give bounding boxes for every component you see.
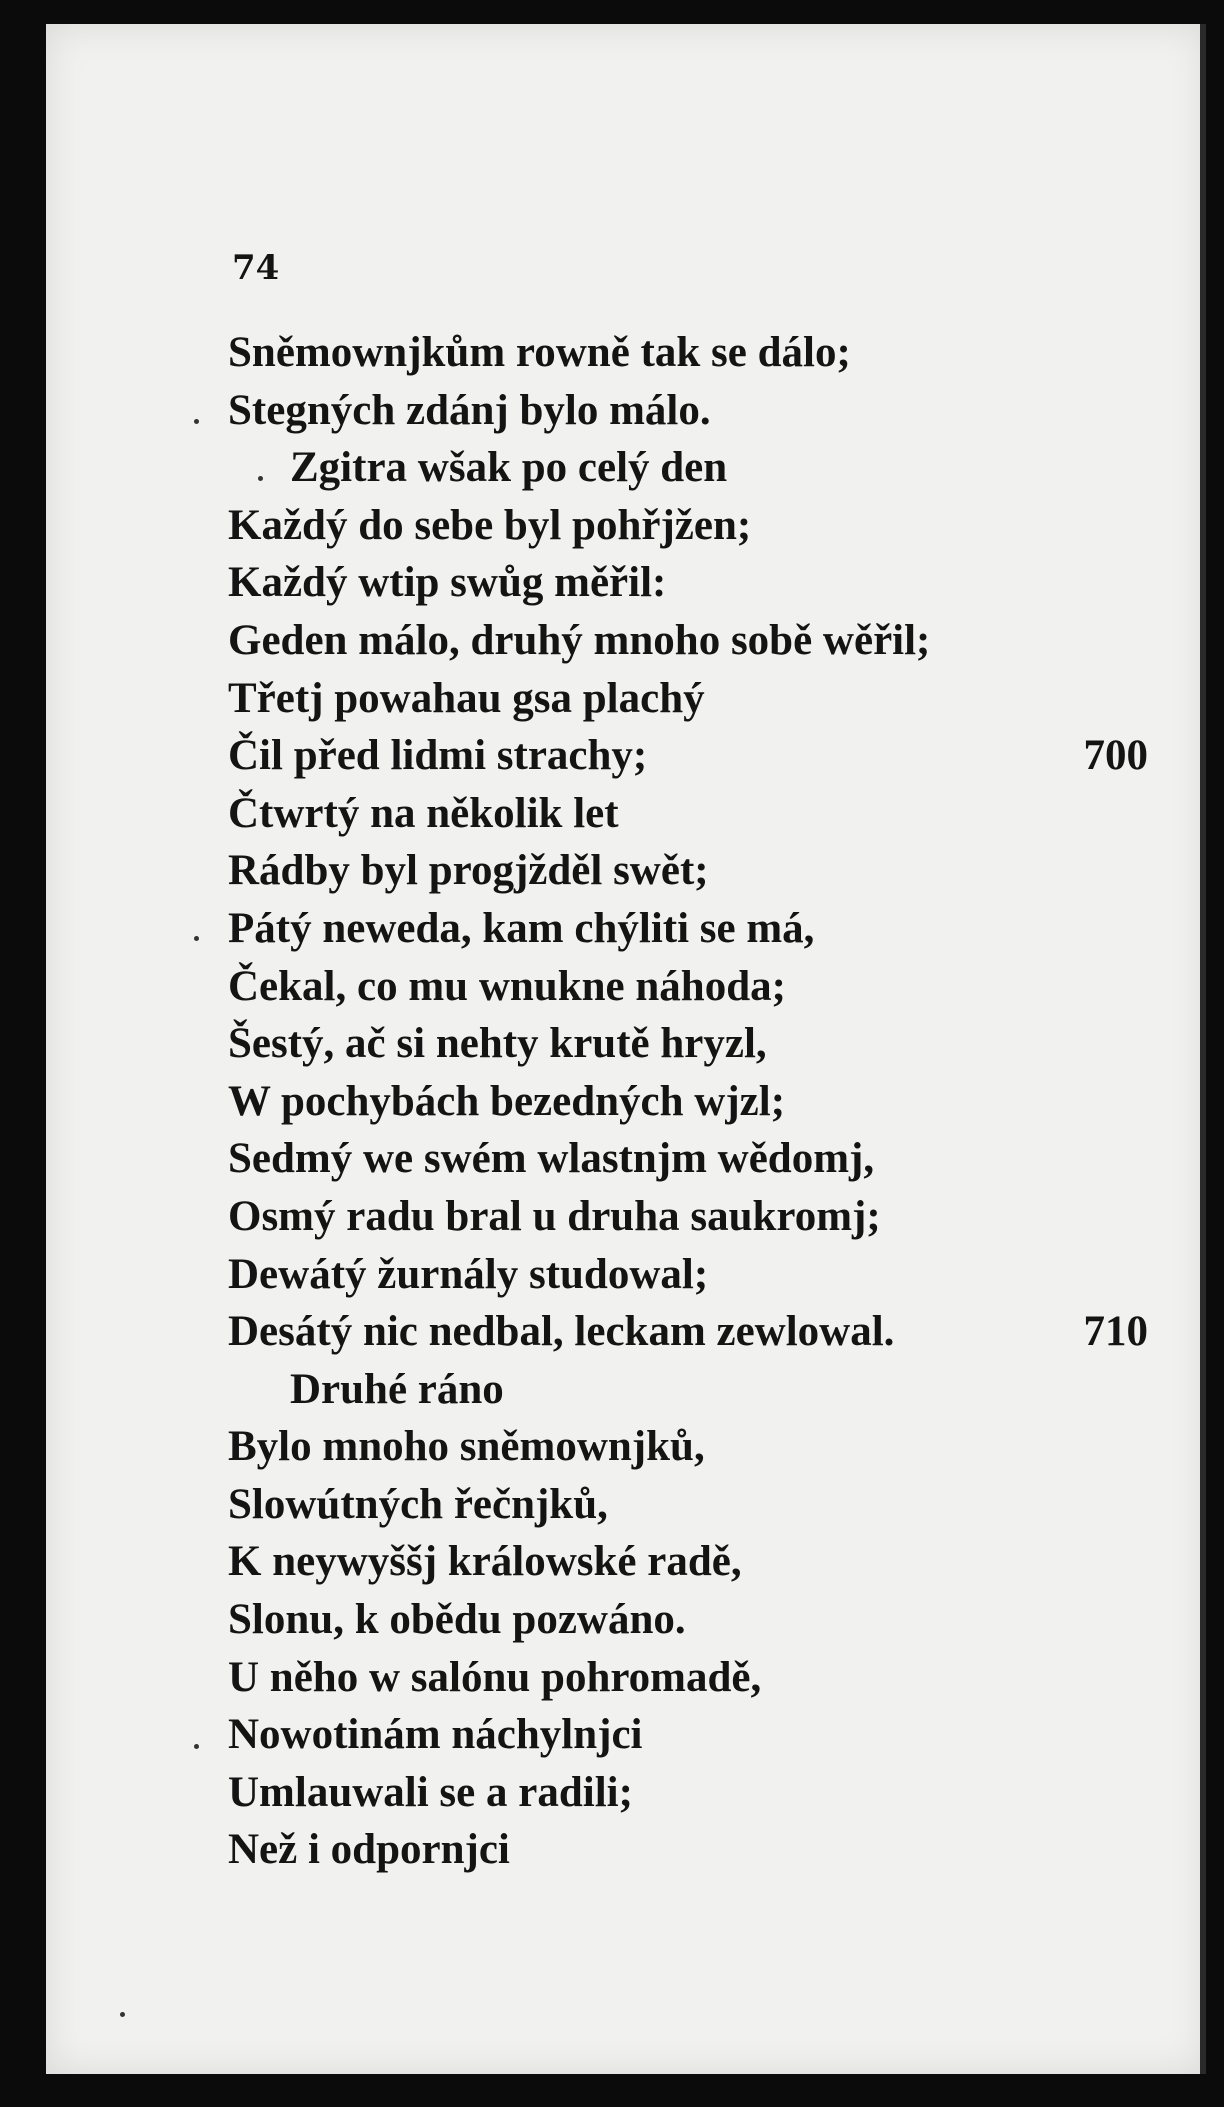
verse-line-text: Slonu, k obědu pozwáno. bbox=[228, 1596, 686, 1644]
verse-line bbox=[46, 1764, 1206, 1822]
margin-dot bbox=[258, 476, 263, 481]
verse-line bbox=[46, 1476, 1206, 1534]
verse-line bbox=[46, 1361, 1206, 1419]
verse-line bbox=[46, 900, 1206, 958]
verse-line-text: Dewátý žurnály studowal; bbox=[228, 1250, 709, 1298]
line-number: 700 bbox=[1083, 732, 1148, 780]
verse-line bbox=[46, 497, 1206, 555]
verse-line-text: Než i odpornjci bbox=[228, 1826, 510, 1874]
verse-line-text: Nowotinám náchylnjci bbox=[228, 1711, 643, 1759]
verse-line bbox=[46, 554, 1206, 612]
book-page bbox=[46, 24, 1206, 2074]
margin-dot bbox=[120, 2012, 125, 2017]
page-number: 74 bbox=[232, 248, 280, 288]
verse-line-text: Rádby byl progjžděl swět; bbox=[228, 847, 709, 895]
verse-line bbox=[46, 1533, 1206, 1591]
verse-line-text: Stegných zdánj bylo málo. bbox=[228, 386, 711, 434]
verse-line-text: Každý do sebe byl pohřjžen; bbox=[228, 501, 752, 549]
verse-line-text: U něho w salónu pohromadě, bbox=[228, 1653, 762, 1701]
verse-line bbox=[46, 1706, 1206, 1764]
verse-block bbox=[46, 324, 1206, 1879]
verse-line bbox=[46, 1073, 1206, 1131]
verse-line-text: Šestý, ač si nehty krutě hryzl, bbox=[228, 1020, 767, 1068]
verse-line-text: Osmý radu bral u druha saukromj; bbox=[228, 1192, 881, 1240]
line-number: 710 bbox=[1083, 1308, 1148, 1356]
verse-line-text: Pátý neweda, kam chýliti se má, bbox=[228, 904, 815, 952]
margin-dot bbox=[194, 419, 199, 424]
verse-line-text: W pochybách bezedných wjzl; bbox=[228, 1077, 786, 1125]
verse-line bbox=[46, 958, 1206, 1016]
verse-line-text: Sedmý we swém wlastnjm wědomj, bbox=[228, 1135, 875, 1183]
verse-line-text: Třetj powahau gsa plachý bbox=[228, 674, 705, 722]
verse-line-text: Desátý nic nedbal, leckam zewlowal. bbox=[228, 1308, 895, 1356]
verse-line-text: Každý wtip swůg měřil: bbox=[228, 559, 667, 607]
verse-line bbox=[46, 439, 1206, 497]
verse-line-text: Čtwrtý na několik let bbox=[228, 789, 619, 837]
verse-line bbox=[46, 785, 1206, 843]
verse-line-text: Umlauwali se a radili; bbox=[228, 1768, 633, 1816]
verse-line-text: Zgitra wšak po celý den bbox=[290, 444, 728, 492]
verse-line bbox=[46, 727, 1206, 785]
verse-line bbox=[46, 1015, 1206, 1073]
verse-line-text: Geden málo, druhý mnoho sobě wěřil; bbox=[228, 616, 931, 664]
verse-line bbox=[46, 612, 1206, 670]
verse-line-text: Čil před lidmi strachy; bbox=[228, 732, 648, 780]
margin-dot bbox=[194, 1744, 199, 1749]
verse-line bbox=[46, 1418, 1206, 1476]
verse-line-text: Čekal, co mu wnukne náhoda; bbox=[228, 962, 786, 1010]
verse-line bbox=[46, 1591, 1206, 1649]
verse-line bbox=[46, 1246, 1206, 1304]
verse-line-text: Slowútných řečnjků, bbox=[228, 1480, 608, 1528]
verse-line-text: Bylo mnoho sněmownjků, bbox=[228, 1423, 705, 1471]
verse-line bbox=[46, 670, 1206, 728]
verse-line bbox=[46, 324, 1206, 382]
margin-dot bbox=[194, 936, 199, 941]
verse-line-text: K neywyššj králowské radě, bbox=[228, 1538, 742, 1586]
verse-line bbox=[46, 1130, 1206, 1188]
verse-line bbox=[46, 842, 1206, 900]
verse-line-text: Sněmownjkům rowně tak se dálo; bbox=[228, 329, 851, 376]
verse-line bbox=[46, 1821, 1206, 1879]
verse-line bbox=[46, 382, 1206, 440]
verse-line bbox=[46, 1649, 1206, 1707]
verse-line bbox=[46, 1303, 1206, 1361]
verse-line bbox=[46, 1188, 1206, 1246]
verse-line-text: Druhé ráno bbox=[290, 1365, 504, 1413]
